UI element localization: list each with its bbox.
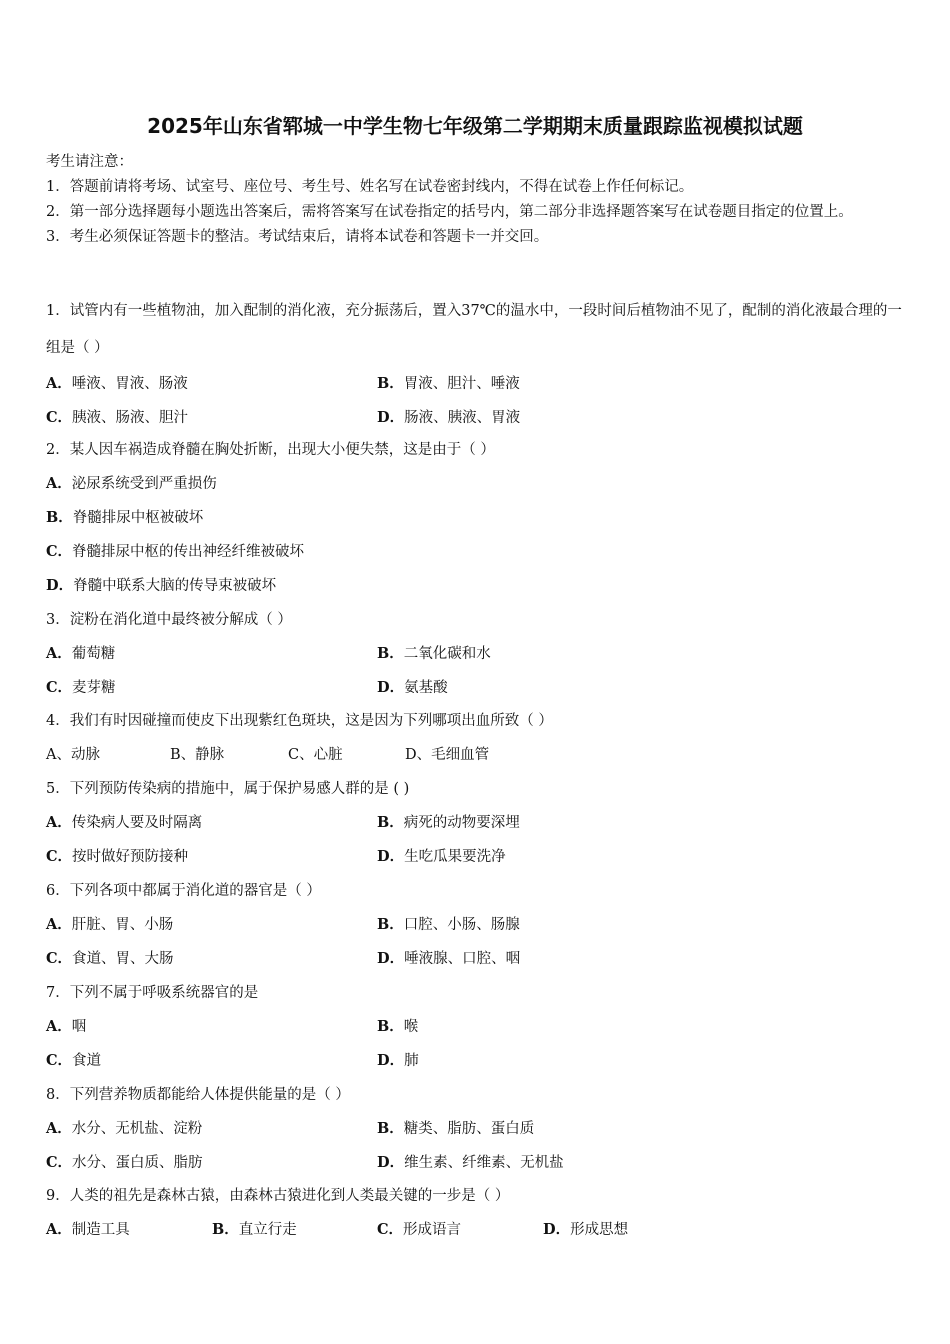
option-row [46, 1213, 906, 1247]
option-c: C．麦芽糖 [46, 679, 116, 696]
option-row [46, 840, 906, 874]
question-7 [46, 976, 906, 1078]
option-c: C．形成语言 [377, 1221, 462, 1238]
question-1 [46, 293, 906, 435]
question-stem: 8．下列营养物质都能给人体提供能量的是（ ） [46, 1087, 350, 1103]
option-b: B．病死的动物要深埋 [377, 814, 520, 831]
question-6 [46, 874, 906, 976]
option-d: D．维生素、纤维素、无机盐 [377, 1154, 564, 1171]
option-b: B．口腔、小肠、肠腺 [377, 916, 520, 933]
option-c: C．水分、蛋白质、脂肪 [46, 1154, 203, 1171]
option-d: D．形成思想 [543, 1221, 629, 1238]
notice-section [46, 150, 904, 250]
question-stem: 7．下列不属于呼吸系统器官的是 [46, 985, 259, 1001]
option-c: C．胰液、肠液、胆汁 [46, 409, 189, 426]
option-b: B．脊髓排尿中枢被破坏 [46, 509, 204, 526]
option-c: C．按时做好预防接种 [46, 848, 189, 865]
question-stem: 9．人类的祖先是森林古猿，由森林古猿进化到人类最关键的一步是（ ） [46, 1188, 510, 1204]
question-stem: 2．某人因车祸造成脊髓在胸处折断，出现大小便失禁，这是由于（ ） [46, 442, 495, 458]
option-d: D．肠液、胰液、胃液 [377, 409, 521, 426]
option-c: C．食道、胃、大肠 [46, 950, 174, 967]
option-row [46, 1112, 906, 1146]
option-b: B．直立行走 [212, 1221, 297, 1238]
notice-item: 3．考生必须保证答题卡的整洁。考试结束后，请将本试卷和答题卡一并交回。 [46, 229, 549, 245]
question-5 [46, 772, 906, 874]
option-row [46, 806, 906, 840]
question-stem: 6．下列各项中都属于消化道的器官是（ ） [46, 883, 321, 899]
page-title: 2025年山东省郓城一中学生物七年级第二学期期末质量跟踪监视模拟试题 [147, 114, 803, 138]
option-a: A．传染病人要及时隔离 [46, 814, 203, 831]
option-row [46, 367, 906, 401]
option-row [46, 1044, 906, 1078]
question-stem: 4．我们有时因碰撞而使皮下出现紫红色斑块，这是因为下列哪项出血所致（ ） [46, 713, 553, 729]
option-d: D．肺 [377, 1052, 419, 1069]
question-2 [46, 433, 906, 603]
question-stem: 5．下列预防传染病的措施中，属于保护易感人群的是 ( ) [46, 781, 410, 797]
option-d: D．氨基酸 [377, 679, 448, 696]
question-4 [46, 704, 906, 772]
option-c: C．脊髓排尿中枢的传出神经纤维被破坏 [46, 543, 305, 560]
option-row [46, 942, 906, 976]
option-row [46, 1146, 906, 1180]
option-a: A．咽 [46, 1018, 87, 1035]
option-row [46, 908, 906, 942]
question-stem: 3．淀粉在消化道中最终被分解成（ ） [46, 612, 292, 628]
question-9 [46, 1179, 906, 1247]
option-c: C、心脏 [288, 747, 343, 763]
option-b: B．胃液、胆汁、唾液 [377, 375, 520, 392]
option-a: A．制造工具 [46, 1221, 130, 1238]
notice-heading: 考生请注意： [46, 154, 133, 170]
question-stem: 1．试管内有一些植物油，加入配制的消化液，充分振荡后，置入37℃的温水中，一段时间后植物油不见了，配制的消化液最合理的一组是（ ） [46, 303, 902, 356]
notice-item: 1．答题前请将考场、试室号、座位号、考生号、姓名写在试卷密封线内，不得在试卷上作任何标记。 [46, 179, 694, 195]
option-row [46, 1010, 906, 1044]
option-d: D．脊髓中联系大脑的传导束被破坏 [46, 577, 277, 594]
option-row [46, 637, 906, 671]
option-a: A．唾液、胃液、肠液 [46, 375, 188, 392]
option-d: D、毛细血管 [405, 747, 490, 763]
option-b: B．糖类、脂肪、蛋白质 [377, 1120, 535, 1137]
option-b: B．喉 [377, 1018, 419, 1035]
option-row [46, 738, 906, 772]
option-a: A．葡萄糖 [46, 645, 116, 662]
option-a: A、动脉 [46, 747, 100, 763]
question-8 [46, 1078, 906, 1180]
option-row [46, 401, 906, 435]
option-b: B、静脉 [170, 747, 225, 763]
question-3 [46, 603, 906, 705]
option-b: B．二氧化碳和水 [377, 645, 491, 662]
option-a: A．肝脏、胃、小肠 [46, 916, 174, 933]
option-row [46, 671, 906, 705]
option-a: A．水分、无机盐、淀粉 [46, 1120, 203, 1137]
option-a: A．泌尿系统受到严重损伤 [46, 475, 217, 492]
option-c: C．食道 [46, 1052, 102, 1069]
option-d: D．唾液腺、口腔、咽 [377, 950, 521, 967]
option-d: D．生吃瓜果要洗净 [377, 848, 506, 865]
notice-item: 2．第一部分选择题每小题选出答案后，需将答案写在试卷指定的括号内，第二部分非选择题答案写在试卷题目指定的位置上。 [46, 204, 853, 220]
